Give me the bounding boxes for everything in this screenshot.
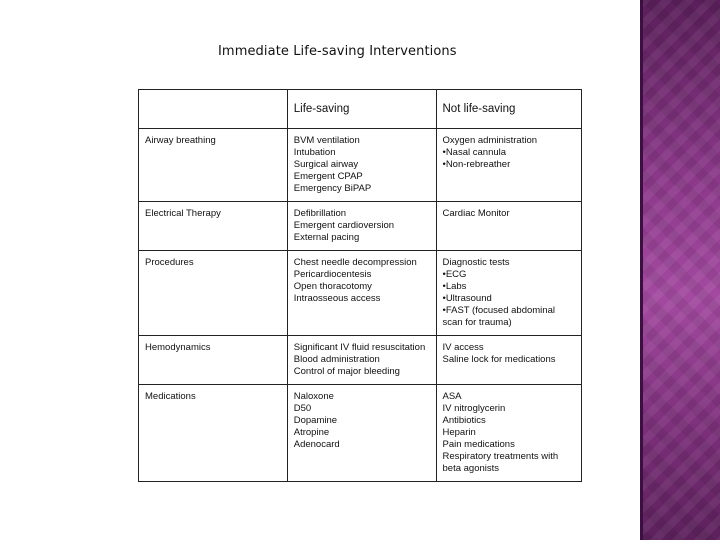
life-saving-cell <box>287 385 436 482</box>
not-life-saving-cell <box>436 129 582 202</box>
table-row <box>139 251 582 336</box>
table-row <box>139 129 582 202</box>
table-header-row <box>139 90 582 129</box>
row-category: Medications <box>139 385 288 482</box>
cell-line: Defibrillation <box>293 208 347 219</box>
cell-line: Intraosseous access <box>293 293 381 304</box>
table-row <box>139 385 582 482</box>
life-saving-cell <box>287 251 436 336</box>
cell-line: Open thoracotomy <box>293 281 372 292</box>
header-empty-cell <box>139 90 288 129</box>
cell-line: Dopamine <box>293 415 338 426</box>
cell-line: BVM ventilation <box>293 135 360 146</box>
table-row <box>139 336 582 385</box>
cell-line: Heparin <box>442 427 476 438</box>
cell-line: Surgical airway <box>293 159 359 170</box>
cell-line: Diagnostic tests <box>442 257 510 268</box>
cell-line: •FAST (focused abdominal scan for trauma) <box>442 305 555 328</box>
cell-line: Emergent CPAP <box>293 171 363 182</box>
cell-line: ASA <box>442 391 462 402</box>
side-band-edge <box>640 0 643 540</box>
cell-line: •Non-rebreather <box>442 159 511 170</box>
cell-line: Pericardiocentesis <box>293 269 372 280</box>
cell-line: D50 <box>293 403 312 414</box>
cell-line: Chest needle decompression <box>293 257 417 268</box>
cell-line: •ECG <box>442 269 467 280</box>
cell-line: Oxygen administration <box>442 135 538 146</box>
cell-line: Intubation <box>293 147 336 158</box>
cell-line: Emergency BiPAP <box>293 183 372 194</box>
table-row <box>139 202 582 251</box>
life-saving-cell <box>287 129 436 202</box>
not-life-saving-cell <box>436 336 582 385</box>
cell-line: Pain medications <box>442 439 515 450</box>
cell-line: IV access <box>442 342 484 353</box>
cell-line: Naloxone <box>293 391 334 402</box>
cell-line: Emergent cardioversion <box>293 220 395 231</box>
cell-line: Control of major bleeding <box>293 366 400 377</box>
cell-line: Blood administration <box>293 354 380 365</box>
not-life-saving-cell <box>436 385 582 482</box>
slide-title: Immediate Life-saving Interventions <box>218 44 457 59</box>
cell-line: Adenocard <box>293 439 340 450</box>
cell-line: Saline lock for medications <box>442 354 556 365</box>
row-category: Hemodynamics <box>139 336 288 385</box>
cell-line: Atropine <box>293 427 330 438</box>
header-not-life-saving: Not life-saving <box>436 90 582 129</box>
cell-line: •Labs <box>442 281 467 292</box>
cell-line: External pacing <box>293 232 360 243</box>
header-life-saving: Life-saving <box>287 90 436 129</box>
cell-line: •Ultrasound <box>442 293 492 304</box>
cell-line: IV nitroglycerin <box>442 403 506 414</box>
row-category: Electrical Therapy <box>139 202 288 251</box>
row-category: Procedures <box>139 251 288 336</box>
not-life-saving-cell <box>436 202 582 251</box>
life-saving-cell <box>287 336 436 385</box>
decorative-side-band <box>640 0 720 540</box>
cell-line: Significant IV fluid resuscitation <box>293 342 426 353</box>
life-saving-cell <box>287 202 436 251</box>
cell-line: Cardiac Monitor <box>442 208 510 219</box>
cell-line: •Nasal cannula <box>442 147 507 158</box>
not-life-saving-cell <box>436 251 582 336</box>
cell-line: Antibiotics <box>442 415 486 426</box>
interventions-table <box>138 89 582 482</box>
cell-line: Respiratory treatments with beta agonists <box>442 451 559 474</box>
row-category: Airway breathing <box>139 129 288 202</box>
